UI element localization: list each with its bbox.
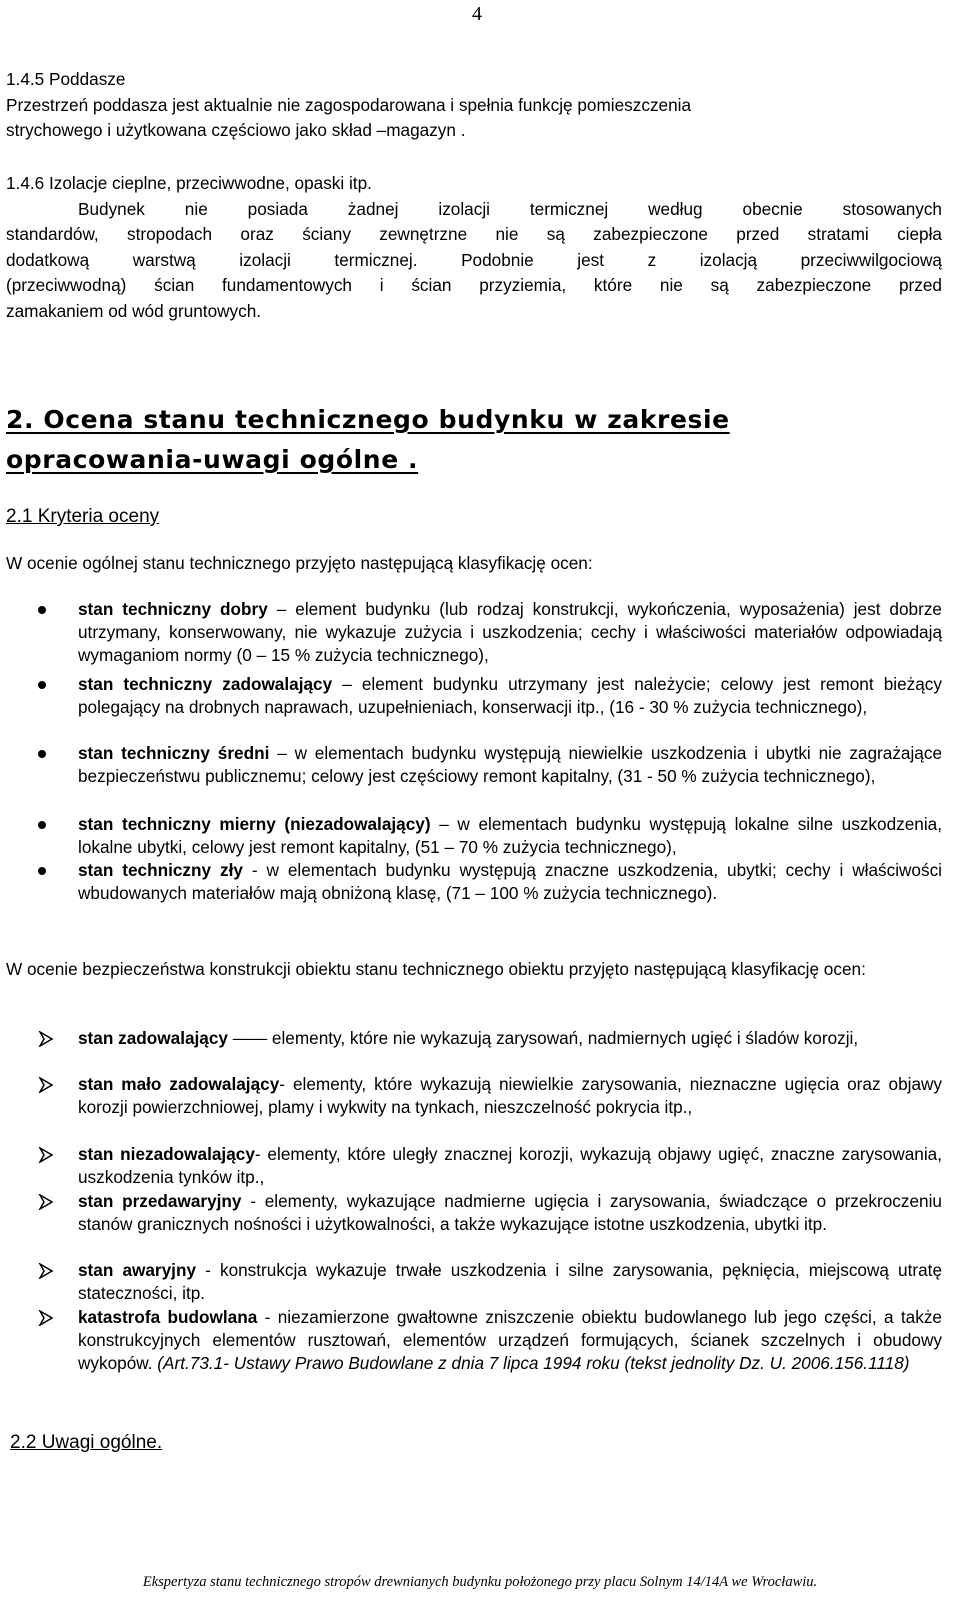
section-heading-2-2: 2.2 Uwagi ogólne. [10, 1432, 163, 1453]
arrow-bullet-icon [38, 1263, 54, 1279]
legal-citation: (Art.73.1- Ustawy Prawo Budowlane z dnia 7 lipca 1994 roku (tekst jednolity Dz. U. 2006.156.1118) [157, 1352, 910, 1373]
page-footer: Ekspertyza stanu technicznego stropów drewnianych budynku położonego przy placu Solnym 14/14A we Wrocławiu. [142, 1574, 818, 1590]
bullet-icon [38, 606, 46, 614]
list-item: stan awaryjny - konstrukcja wykazuje trwałe uszkodzenia i silne zarysowania, pęknięcia, miejscową utratę stateczności, itp. [78, 1260, 943, 1303]
list-item: stan techniczny średni – w elementach budynku występują niewielkie uszkodzenia i ubytki nie zagrażające bezpieczeństwu publicznemu; celowy jest częściowy remont kapitalny, (31 - 50 % zużycia technicznego), [78, 743, 943, 786]
paragraph-line: Przestrzeń poddasza jest aktualnie nie zagospodarowana i spełnia funkcję pomieszczenia [6, 95, 692, 115]
list-item: stan przedawaryjny - elementy, wykazujące nadmierne ugięcia i zarysowania, świadczące o przekroczeniu stanów granicznych nośności i użytkowalności, a także wykazujące istotne uszkodzenia, ubytki itp. [78, 1191, 942, 1234]
safety-intro-text: W ocenie bezpieczeństwa konstrukcji obiektu stanu technicznego obiektu przyjęto następującą klasyfikację ocen: [6, 959, 866, 979]
list-item: stan techniczny zły - w elementach budynku występują znaczne uszkodzenia, ubytki; cechy i właściwości wbudowanych materiałów mają obniżoną klasę, (71 – 100 % zużycia technicznego). [78, 860, 942, 903]
paragraph-line: strychowego i użytkowana częściowo jako skład –magazyn . [6, 120, 466, 140]
paragraph-line: zamakaniem od wód gruntowych. [6, 301, 262, 321]
arrow-bullet-icon [38, 1310, 54, 1326]
list-item: stan techniczny mierny (niezadowalający) – w elementach budynku występują lokalne silne uszkodzenia, lokalne ubytki, celowy jest remont kapitalny, (51 – 70 % zużycia technicznego), [78, 814, 942, 857]
intro-text: W ocenie ogólnej stanu technicznego przyjęto następującą klasyfikację ocen: [6, 553, 593, 573]
chapter-heading-line-2: opracowania-uwagi ogólne . [6, 445, 419, 474]
paragraph-line: standardów, stropodach oraz ściany zewnętrzne nie są zabezpieczone przed stratami ciepła [6, 224, 942, 244]
arrow-bullet-icon [38, 1147, 54, 1163]
list-item: stan zadowalający —— elementy, które nie wykazują zarysowań, nadmiernych ugięć i śladów korozji, [78, 1028, 859, 1048]
bullet-icon [38, 750, 46, 758]
bullet-icon [38, 681, 46, 689]
list-item: stan mało zadowalający- elementy, które wykazują niewielkie zarysowania, nieznaczne ugięcia oraz objawy korozji powierzchniowej, plamy i wykwity na tynkach, nieszczelność pokrycia itp., [78, 1074, 943, 1117]
list-item: stan niezadowalający- elementy, które uległy znacznej korozji, wykazują objawy ugięć, znaczne zarysowania, uszkodzenia tynków itp., [78, 1144, 942, 1187]
bullet-icon [38, 867, 46, 875]
bullet-icon [38, 821, 46, 829]
list-item: stan techniczny zadowalający – element budynku utrzymany jest należycie; celowy jest remont bieżący polegający na drobnych naprawach, uzupełnieniach, konserwacji itp., (16 - 30 % zużycia technicznego), [78, 674, 942, 717]
list-item: katastrofa budowlana - niezamierzone gwałtowne zniszczenie obiektu budowlanego lub jego części, a także konstrukcyjnych elementów rusztowań, elementów urządzeń formujących, ścianek szczelnych i obudowy wykopów. (Art.73.1- Ustawy Prawo Budowlane z dnia 7 lipca 1994 roku (tekst jednolity Dz. U. 2006.156.1118) [78, 1307, 942, 1373]
arrow-bullet-icon [38, 1194, 54, 1210]
section-heading-2-1: 2.1 Kryteria oceny [6, 506, 160, 527]
list-item: stan techniczny dobry – element budynku (lub rodzaj konstrukcji, wykończenia, wyposażenia) jest dobrze utrzymany, konserwowany, nie wykazuje zużycia i uszkodzenia; cechy i właściwości materiałów odpowiadają wymaganiom normy (0 – 15 % zużycia technicznego), [78, 599, 942, 665]
arrow-bullet-icon [38, 1077, 54, 1093]
paragraph-line: (przeciwwodną) ścian fundamentowych i ścian przyziemia, które nie są zabezpieczone przed [6, 275, 942, 295]
paragraph-line: dodatkową warstwą izolacji termicznej. Podobnie jest z izolacją przeciwwilgociową [6, 250, 942, 270]
paragraph-line: Budynek nie posiada żadnej izolacji termicznej według obecnie stosowanych [78, 199, 942, 219]
page-number: 4 [472, 3, 482, 25]
arrow-bullet-icon [38, 1031, 54, 1047]
chapter-heading-line-1: 2. Ocena stanu technicznego budynku w zakresie [6, 405, 730, 434]
section-heading-1-4-5: 1.4.5 Poddasze [6, 69, 126, 89]
section-heading-1-4-6: 1.4.6 Izolacje cieplne, przeciwwodne, opaski itp. [6, 173, 372, 193]
